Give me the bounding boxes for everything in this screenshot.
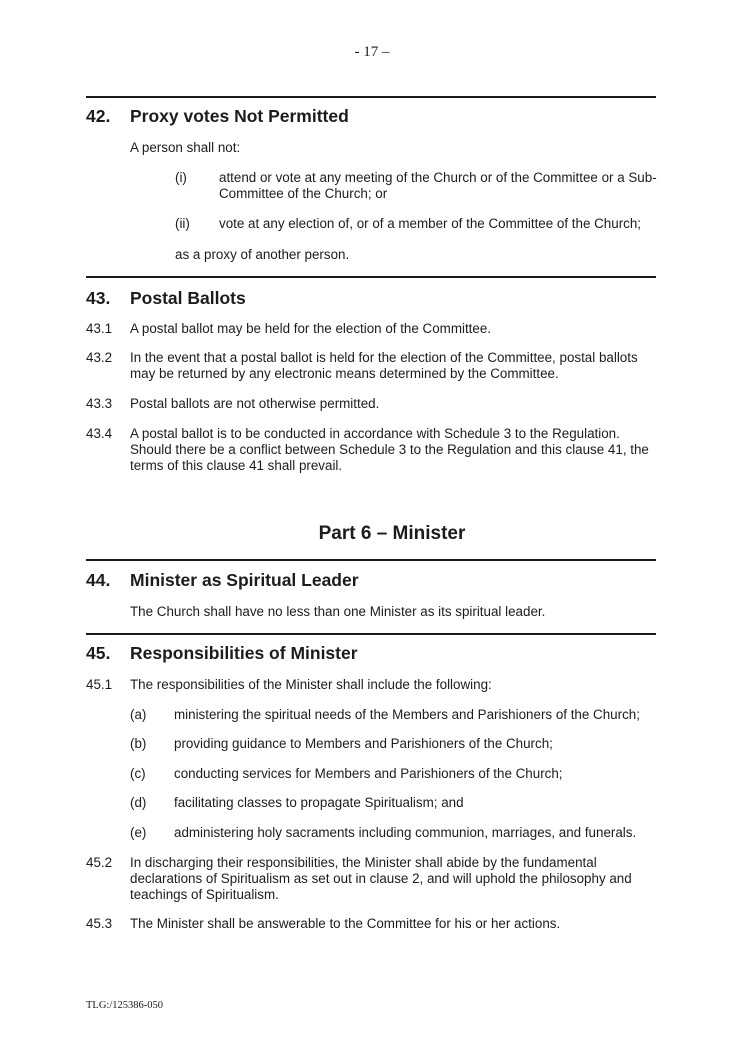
item-label: (i) [175, 170, 187, 185]
subclause-number: 43.4 [86, 426, 113, 441]
subclause-text: The responsibilities of the Minister shall include the following: [130, 677, 492, 692]
subclause-number: 43.2 [86, 350, 113, 365]
section-divider [86, 633, 656, 635]
subclause-number: 45.1 [86, 677, 113, 692]
clause-number: 43. [86, 288, 111, 308]
item-text: providing guidance to Members and Parishioners of the Church; [174, 736, 553, 751]
item-text: facilitating classes to propagate Spiritualism; and [174, 795, 464, 810]
subclause-number: 43.1 [86, 321, 113, 336]
item-text: conducting services for Members and Parishioners of the Church; [174, 766, 563, 781]
subclause-text: The Minister shall be answerable to the Committee for his or her actions. [130, 916, 561, 931]
clause-title: Postal Ballots [130, 288, 246, 308]
item-text: attend or vote at any meeting of the Church or of the Committee or a Sub-Committee of the Church; or [219, 170, 657, 201]
item-text: vote at any election of, or of a member of the Committee of the Church; [219, 216, 642, 231]
item-text: administering holy sacraments including communion, marriages, and funerals. [174, 825, 637, 840]
subclause-text: In the event that a postal ballot is held for the election of the Committee, postal ballots may be returned by any electronic means determined by the Committee. [130, 350, 638, 381]
subclause-text: A postal ballot may be held for the election of the Committee. [130, 321, 492, 336]
clause-number: 44. [86, 570, 111, 590]
item-label: (e) [130, 825, 147, 840]
subclause-text: Postal ballots are not otherwise permitted. [130, 396, 380, 411]
clause-42-intro: A person shall not: [130, 140, 241, 155]
clause-title: Minister as Spiritual Leader [130, 570, 359, 590]
document-reference: TLG:/125386-050 [86, 1000, 163, 1011]
item-label: (d) [130, 795, 147, 810]
clause-title: Responsibilities of Minister [130, 643, 358, 663]
subclause-text: In discharging their responsibilities, the Minister shall abide by the fundamental declarations of Spiritualism as set out in clause 2, and will uphold the philosophy and teachings of Spiritualism. [130, 855, 632, 902]
clause-44-text: The Church shall have no less than one Minister as its spiritual leader. [130, 604, 546, 619]
item-text: ministering the spiritual needs of the Members and Parishioners of the Church; [174, 707, 640, 722]
clause-42-closing: as a proxy of another person. [175, 247, 350, 262]
subclause-number: 45.2 [86, 855, 113, 870]
section-divider [86, 96, 656, 98]
page-number: - 17 – [354, 44, 390, 60]
part-title: Part 6 – Minister [318, 523, 466, 544]
clause-number: 45. [86, 643, 111, 663]
item-label: (b) [130, 736, 147, 751]
clause-title: Proxy votes Not Permitted [130, 106, 349, 126]
subclause-text: A postal ballot is to be conducted in accordance with Schedule 3 to the Regulation. Should there be a conflict between Schedule 3 to the Regulation and this clause 41, the terms of this clause 41 shall prevail. [130, 426, 649, 473]
section-divider [86, 559, 656, 561]
section-divider [86, 276, 656, 278]
subclause-number: 43.3 [86, 396, 113, 411]
item-label: (ii) [175, 216, 190, 231]
subclause-number: 45.3 [86, 916, 113, 931]
item-label: (c) [130, 766, 146, 781]
clause-number: 42. [86, 106, 111, 126]
item-label: (a) [130, 707, 147, 722]
